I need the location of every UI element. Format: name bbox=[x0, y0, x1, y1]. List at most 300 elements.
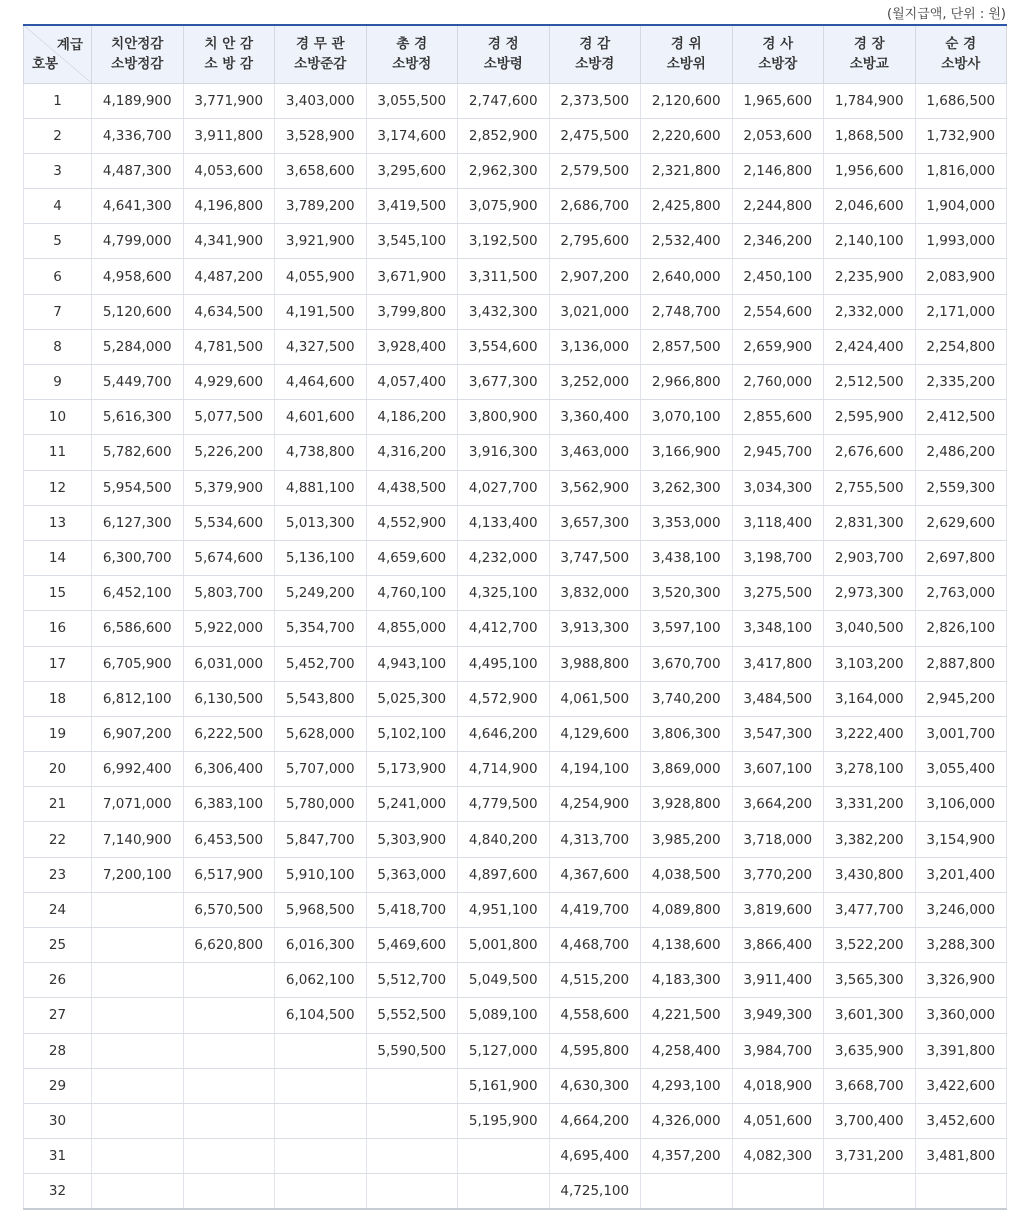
salary-cell: 2,962,300 bbox=[458, 153, 550, 188]
column-header bbox=[275, 25, 367, 83]
salary-cell bbox=[275, 1103, 367, 1138]
salary-table bbox=[23, 24, 1007, 1210]
salary-cell: 4,258,400 bbox=[641, 1033, 733, 1068]
salary-cell: 5,543,800 bbox=[275, 681, 367, 716]
salary-cell: 5,102,100 bbox=[366, 716, 458, 751]
salary-cell: 3,192,500 bbox=[458, 224, 550, 259]
salary-cell: 2,945,200 bbox=[915, 681, 1007, 716]
salary-cell: 2,831,300 bbox=[824, 505, 916, 540]
salary-cell bbox=[366, 1139, 458, 1174]
salary-cell: 5,452,700 bbox=[275, 646, 367, 681]
step-cell: 26 bbox=[24, 963, 92, 998]
salary-cell: 4,316,200 bbox=[366, 435, 458, 470]
salary-cell: 3,331,200 bbox=[824, 787, 916, 822]
column-header bbox=[366, 25, 458, 83]
table-row bbox=[24, 963, 1007, 998]
step-cell: 19 bbox=[24, 716, 92, 751]
salary-cell: 6,452,100 bbox=[92, 576, 184, 611]
step-cell: 30 bbox=[24, 1103, 92, 1138]
salary-cell: 5,354,700 bbox=[275, 611, 367, 646]
salary-cell: 6,453,500 bbox=[183, 822, 275, 857]
column-header bbox=[549, 25, 641, 83]
column-header-police-rank: 치 안 감 bbox=[204, 36, 254, 53]
table-row bbox=[24, 294, 1007, 329]
salary-cell: 5,449,700 bbox=[92, 365, 184, 400]
salary-cell: 3,677,300 bbox=[458, 365, 550, 400]
salary-cell: 3,771,900 bbox=[183, 83, 275, 118]
salary-cell: 6,130,500 bbox=[183, 681, 275, 716]
table-row bbox=[24, 329, 1007, 364]
salary-cell: 3,262,300 bbox=[641, 470, 733, 505]
salary-cell: 3,164,000 bbox=[824, 681, 916, 716]
column-header-fire-rank: 소방경 bbox=[575, 56, 615, 73]
step-cell: 29 bbox=[24, 1068, 92, 1103]
salary-cell: 3,554,600 bbox=[458, 329, 550, 364]
salary-cell: 2,053,600 bbox=[732, 118, 824, 153]
salary-cell: 3,819,600 bbox=[732, 892, 824, 927]
salary-cell: 1,868,500 bbox=[824, 118, 916, 153]
salary-cell: 4,053,600 bbox=[183, 153, 275, 188]
salary-cell: 5,001,800 bbox=[458, 928, 550, 963]
step-cell: 18 bbox=[24, 681, 92, 716]
table-row bbox=[24, 892, 1007, 927]
salary-cell: 4,061,500 bbox=[549, 681, 641, 716]
salary-cell: 6,570,500 bbox=[183, 892, 275, 927]
salary-cell: 3,326,900 bbox=[915, 963, 1007, 998]
salary-cell bbox=[458, 1139, 550, 1174]
salary-cell: 6,062,100 bbox=[275, 963, 367, 998]
salary-cell: 5,552,500 bbox=[366, 998, 458, 1033]
salary-cell: 6,016,300 bbox=[275, 928, 367, 963]
salary-cell: 3,984,700 bbox=[732, 1033, 824, 1068]
salary-cell: 2,697,800 bbox=[915, 540, 1007, 575]
salary-cell: 3,985,200 bbox=[641, 822, 733, 857]
salary-cell: 1,904,000 bbox=[915, 189, 1007, 224]
step-cell: 16 bbox=[24, 611, 92, 646]
salary-cell: 3,055,400 bbox=[915, 752, 1007, 787]
salary-cell: 3,166,900 bbox=[641, 435, 733, 470]
step-cell: 7 bbox=[24, 294, 92, 329]
salary-cell: 4,855,000 bbox=[366, 611, 458, 646]
salary-cell bbox=[92, 963, 184, 998]
table-body bbox=[24, 83, 1007, 1209]
column-header bbox=[824, 25, 916, 83]
salary-cell: 2,852,900 bbox=[458, 118, 550, 153]
column-header-fire-rank: 소방정 bbox=[392, 56, 432, 73]
salary-cell: 4,254,900 bbox=[549, 787, 641, 822]
salary-cell: 3,913,300 bbox=[549, 611, 641, 646]
salary-cell: 2,424,400 bbox=[824, 329, 916, 364]
salary-cell: 3,477,700 bbox=[824, 892, 916, 927]
table-row bbox=[24, 787, 1007, 822]
salary-cell: 2,559,300 bbox=[915, 470, 1007, 505]
salary-cell: 3,522,200 bbox=[824, 928, 916, 963]
salary-cell: 2,171,000 bbox=[915, 294, 1007, 329]
column-header-police-rank: 경 정 bbox=[487, 36, 519, 53]
salary-cell: 5,025,300 bbox=[366, 681, 458, 716]
salary-cell: 1,732,900 bbox=[915, 118, 1007, 153]
salary-cell: 4,646,200 bbox=[458, 716, 550, 751]
step-cell: 27 bbox=[24, 998, 92, 1033]
salary-cell: 3,040,500 bbox=[824, 611, 916, 646]
table-row bbox=[24, 224, 1007, 259]
salary-cell: 4,232,000 bbox=[458, 540, 550, 575]
salary-cell: 4,221,500 bbox=[641, 998, 733, 1033]
salary-cell: 1,686,500 bbox=[915, 83, 1007, 118]
salary-cell: 4,958,600 bbox=[92, 259, 184, 294]
salary-cell: 3,070,100 bbox=[641, 400, 733, 435]
step-cell: 17 bbox=[24, 646, 92, 681]
table-row bbox=[24, 365, 1007, 400]
salary-cell: 4,293,100 bbox=[641, 1068, 733, 1103]
salary-cell: 5,195,900 bbox=[458, 1103, 550, 1138]
column-header-fire-rank: 소방정감 bbox=[111, 56, 164, 73]
salary-cell: 6,586,600 bbox=[92, 611, 184, 646]
salary-cell: 5,241,000 bbox=[366, 787, 458, 822]
salary-cell: 3,740,200 bbox=[641, 681, 733, 716]
salary-cell: 6,992,400 bbox=[92, 752, 184, 787]
salary-cell: 5,512,700 bbox=[366, 963, 458, 998]
salary-cell: 4,341,900 bbox=[183, 224, 275, 259]
salary-cell: 3,055,500 bbox=[366, 83, 458, 118]
salary-cell bbox=[824, 1174, 916, 1209]
salary-cell: 2,595,900 bbox=[824, 400, 916, 435]
salary-cell: 7,200,100 bbox=[92, 857, 184, 892]
salary-cell: 6,222,500 bbox=[183, 716, 275, 751]
salary-cell: 4,487,200 bbox=[183, 259, 275, 294]
salary-cell: 3,463,000 bbox=[549, 435, 641, 470]
salary-cell: 3,021,000 bbox=[549, 294, 641, 329]
salary-cell: 2,235,900 bbox=[824, 259, 916, 294]
column-header-police-rank: 경 위 bbox=[670, 36, 702, 53]
salary-cell: 4,943,100 bbox=[366, 646, 458, 681]
table-row bbox=[24, 1033, 1007, 1068]
salary-cell: 4,138,600 bbox=[641, 928, 733, 963]
salary-cell bbox=[275, 1174, 367, 1209]
salary-cell: 3,075,900 bbox=[458, 189, 550, 224]
table-row bbox=[24, 716, 1007, 751]
salary-cell bbox=[183, 1068, 275, 1103]
salary-cell: 3,430,800 bbox=[824, 857, 916, 892]
salary-cell: 4,089,800 bbox=[641, 892, 733, 927]
salary-cell: 3,001,700 bbox=[915, 716, 1007, 751]
salary-cell: 1,816,000 bbox=[915, 153, 1007, 188]
salary-cell: 4,327,500 bbox=[275, 329, 367, 364]
corner-header bbox=[24, 25, 92, 83]
salary-cell: 3,601,300 bbox=[824, 998, 916, 1033]
salary-cell bbox=[275, 1139, 367, 1174]
salary-cell: 5,226,200 bbox=[183, 435, 275, 470]
salary-cell: 2,321,800 bbox=[641, 153, 733, 188]
salary-cell: 7,071,000 bbox=[92, 787, 184, 822]
table-row bbox=[24, 540, 1007, 575]
salary-cell: 6,300,700 bbox=[92, 540, 184, 575]
step-cell: 21 bbox=[24, 787, 92, 822]
table-row bbox=[24, 1174, 1007, 1209]
table-row bbox=[24, 857, 1007, 892]
salary-cell: 2,755,500 bbox=[824, 470, 916, 505]
salary-cell: 1,784,900 bbox=[824, 83, 916, 118]
salary-cell: 5,161,900 bbox=[458, 1068, 550, 1103]
salary-cell: 3,635,900 bbox=[824, 1033, 916, 1068]
salary-cell: 5,910,100 bbox=[275, 857, 367, 892]
salary-cell: 4,558,600 bbox=[549, 998, 641, 1033]
salary-cell: 4,695,400 bbox=[549, 1139, 641, 1174]
salary-cell: 4,464,600 bbox=[275, 365, 367, 400]
salary-cell: 2,412,500 bbox=[915, 400, 1007, 435]
salary-cell: 6,812,100 bbox=[92, 681, 184, 716]
salary-cell: 2,640,000 bbox=[641, 259, 733, 294]
table-row bbox=[24, 928, 1007, 963]
column-header-fire-rank: 소방장 bbox=[758, 56, 798, 73]
salary-cell: 4,189,900 bbox=[92, 83, 184, 118]
salary-cell: 5,534,600 bbox=[183, 505, 275, 540]
column-header-fire-rank: 소방령 bbox=[483, 56, 523, 73]
step-cell: 9 bbox=[24, 365, 92, 400]
step-cell: 24 bbox=[24, 892, 92, 927]
salary-cell: 3,806,300 bbox=[641, 716, 733, 751]
salary-cell bbox=[366, 1068, 458, 1103]
salary-cell: 3,869,000 bbox=[641, 752, 733, 787]
salary-cell: 4,191,500 bbox=[275, 294, 367, 329]
table-row bbox=[24, 435, 1007, 470]
corner-rank-label: 계급 bbox=[56, 37, 83, 53]
salary-cell: 2,146,800 bbox=[732, 153, 824, 188]
salary-cell: 4,196,800 bbox=[183, 189, 275, 224]
salary-cell: 3,252,000 bbox=[549, 365, 641, 400]
salary-cell: 3,799,800 bbox=[366, 294, 458, 329]
step-cell: 10 bbox=[24, 400, 92, 435]
salary-cell: 5,803,700 bbox=[183, 576, 275, 611]
salary-cell: 4,929,600 bbox=[183, 365, 275, 400]
step-cell: 11 bbox=[24, 435, 92, 470]
salary-cell: 2,335,200 bbox=[915, 365, 1007, 400]
salary-cell: 3,562,900 bbox=[549, 470, 641, 505]
salary-cell: 2,532,400 bbox=[641, 224, 733, 259]
step-cell: 22 bbox=[24, 822, 92, 857]
salary-cell: 4,630,300 bbox=[549, 1068, 641, 1103]
salary-cell: 4,367,600 bbox=[549, 857, 641, 892]
step-cell: 14 bbox=[24, 540, 92, 575]
salary-cell: 2,046,600 bbox=[824, 189, 916, 224]
column-header bbox=[183, 25, 275, 83]
salary-cell: 3,174,600 bbox=[366, 118, 458, 153]
salary-cell: 4,082,300 bbox=[732, 1139, 824, 1174]
salary-cell bbox=[366, 1174, 458, 1209]
salary-cell: 2,140,100 bbox=[824, 224, 916, 259]
table-row bbox=[24, 259, 1007, 294]
salary-cell: 3,747,500 bbox=[549, 540, 641, 575]
step-cell: 31 bbox=[24, 1139, 92, 1174]
salary-cell: 6,127,300 bbox=[92, 505, 184, 540]
column-header-fire-rank: 소방사 bbox=[941, 56, 981, 73]
salary-cell: 4,051,600 bbox=[732, 1103, 824, 1138]
salary-cell bbox=[92, 998, 184, 1033]
salary-cell: 2,887,800 bbox=[915, 646, 1007, 681]
step-cell: 28 bbox=[24, 1033, 92, 1068]
salary-cell: 4,840,200 bbox=[458, 822, 550, 857]
table-row bbox=[24, 611, 1007, 646]
salary-cell: 3,136,000 bbox=[549, 329, 641, 364]
salary-cell: 5,249,200 bbox=[275, 576, 367, 611]
salary-cell: 4,725,100 bbox=[549, 1174, 641, 1209]
column-header-fire-rank: 소방위 bbox=[666, 56, 706, 73]
salary-cell: 3,360,400 bbox=[549, 400, 641, 435]
salary-cell: 2,760,000 bbox=[732, 365, 824, 400]
table-row bbox=[24, 646, 1007, 681]
salary-cell: 6,705,900 bbox=[92, 646, 184, 681]
table-row bbox=[24, 505, 1007, 540]
table-header bbox=[24, 25, 1007, 83]
salary-cell: 3,928,800 bbox=[641, 787, 733, 822]
salary-cell: 6,383,100 bbox=[183, 787, 275, 822]
salary-cell: 4,641,300 bbox=[92, 189, 184, 224]
salary-cell bbox=[183, 1033, 275, 1068]
table-row bbox=[24, 1103, 1007, 1138]
column-header-police-rank: 경 장 bbox=[853, 36, 885, 53]
salary-cell: 2,512,500 bbox=[824, 365, 916, 400]
salary-cell: 6,031,000 bbox=[183, 646, 275, 681]
salary-cell: 3,106,000 bbox=[915, 787, 1007, 822]
salary-cell: 4,057,400 bbox=[366, 365, 458, 400]
salary-cell: 3,671,900 bbox=[366, 259, 458, 294]
salary-cell: 4,601,600 bbox=[275, 400, 367, 435]
step-cell: 8 bbox=[24, 329, 92, 364]
column-header bbox=[458, 25, 550, 83]
step-cell: 3 bbox=[24, 153, 92, 188]
salary-cell: 4,487,300 bbox=[92, 153, 184, 188]
salary-cell: 3,731,200 bbox=[824, 1139, 916, 1174]
salary-cell: 6,620,800 bbox=[183, 928, 275, 963]
column-header bbox=[92, 25, 184, 83]
table-row bbox=[24, 470, 1007, 505]
salary-cell: 4,326,000 bbox=[641, 1103, 733, 1138]
salary-cell: 6,517,900 bbox=[183, 857, 275, 892]
salary-cell: 3,034,300 bbox=[732, 470, 824, 505]
salary-cell: 5,780,000 bbox=[275, 787, 367, 822]
column-header-police-rank: 총 경 bbox=[396, 36, 428, 53]
step-cell: 23 bbox=[24, 857, 92, 892]
salary-cell: 4,357,200 bbox=[641, 1139, 733, 1174]
table-row bbox=[24, 1068, 1007, 1103]
table-row bbox=[24, 189, 1007, 224]
salary-cell: 3,432,300 bbox=[458, 294, 550, 329]
salary-cell: 2,973,300 bbox=[824, 576, 916, 611]
step-cell: 32 bbox=[24, 1174, 92, 1209]
salary-cell: 5,379,900 bbox=[183, 470, 275, 505]
salary-cell: 4,038,500 bbox=[641, 857, 733, 892]
salary-cell: 3,700,400 bbox=[824, 1103, 916, 1138]
salary-cell: 2,855,600 bbox=[732, 400, 824, 435]
salary-cell: 3,275,500 bbox=[732, 576, 824, 611]
salary-cell: 3,770,200 bbox=[732, 857, 824, 892]
salary-cell: 2,826,100 bbox=[915, 611, 1007, 646]
salary-cell: 3,911,800 bbox=[183, 118, 275, 153]
step-cell: 4 bbox=[24, 189, 92, 224]
salary-cell bbox=[92, 1174, 184, 1209]
salary-cell: 4,438,500 bbox=[366, 470, 458, 505]
salary-cell: 4,781,500 bbox=[183, 329, 275, 364]
table-row bbox=[24, 998, 1007, 1033]
salary-cell: 4,336,700 bbox=[92, 118, 184, 153]
salary-cell: 6,907,200 bbox=[92, 716, 184, 751]
salary-cell: 2,254,800 bbox=[915, 329, 1007, 364]
salary-cell: 5,968,500 bbox=[275, 892, 367, 927]
salary-cell: 3,916,300 bbox=[458, 435, 550, 470]
step-cell: 1 bbox=[24, 83, 92, 118]
column-header-police-rank: 경 감 bbox=[579, 36, 611, 53]
salary-cell: 3,718,000 bbox=[732, 822, 824, 857]
salary-cell: 4,799,000 bbox=[92, 224, 184, 259]
salary-cell: 3,353,000 bbox=[641, 505, 733, 540]
salary-cell bbox=[458, 1174, 550, 1209]
salary-cell: 2,244,800 bbox=[732, 189, 824, 224]
salary-cell: 3,201,400 bbox=[915, 857, 1007, 892]
step-cell: 20 bbox=[24, 752, 92, 787]
salary-cell: 3,658,600 bbox=[275, 153, 367, 188]
salary-cell: 2,450,100 bbox=[732, 259, 824, 294]
salary-cell: 3,607,100 bbox=[732, 752, 824, 787]
salary-cell: 3,391,800 bbox=[915, 1033, 1007, 1068]
salary-cell: 5,782,600 bbox=[92, 435, 184, 470]
salary-cell: 2,686,700 bbox=[549, 189, 641, 224]
salary-cell: 3,545,100 bbox=[366, 224, 458, 259]
salary-cell: 3,103,200 bbox=[824, 646, 916, 681]
salary-cell: 4,595,800 bbox=[549, 1033, 641, 1068]
salary-cell: 2,579,500 bbox=[549, 153, 641, 188]
salary-cell: 3,800,900 bbox=[458, 400, 550, 435]
salary-cell: 2,120,600 bbox=[641, 83, 733, 118]
salary-cell: 3,222,400 bbox=[824, 716, 916, 751]
table-row bbox=[24, 83, 1007, 118]
salary-cell bbox=[183, 998, 275, 1033]
salary-cell: 2,486,200 bbox=[915, 435, 1007, 470]
salary-cell bbox=[92, 1103, 184, 1138]
column-header-fire-rank: 소방준감 bbox=[294, 56, 347, 73]
salary-cell: 3,246,000 bbox=[915, 892, 1007, 927]
salary-cell: 2,475,500 bbox=[549, 118, 641, 153]
salary-cell: 4,951,100 bbox=[458, 892, 550, 927]
salary-cell: 3,664,200 bbox=[732, 787, 824, 822]
salary-cell: 4,186,200 bbox=[366, 400, 458, 435]
salary-cell: 3,547,300 bbox=[732, 716, 824, 751]
salary-cell: 4,634,500 bbox=[183, 294, 275, 329]
salary-cell: 2,659,900 bbox=[732, 329, 824, 364]
column-header-police-rank: 경 무 관 bbox=[295, 36, 345, 53]
salary-cell: 2,676,600 bbox=[824, 435, 916, 470]
salary-cell: 2,220,600 bbox=[641, 118, 733, 153]
salary-cell: 3,668,700 bbox=[824, 1068, 916, 1103]
salary-cell bbox=[92, 1033, 184, 1068]
column-header bbox=[915, 25, 1007, 83]
salary-cell bbox=[92, 1068, 184, 1103]
header-row bbox=[24, 25, 1007, 83]
salary-cell: 4,515,200 bbox=[549, 963, 641, 998]
table-row bbox=[24, 118, 1007, 153]
salary-cell: 5,127,000 bbox=[458, 1033, 550, 1068]
salary-cell: 4,572,900 bbox=[458, 681, 550, 716]
salary-cell: 2,763,000 bbox=[915, 576, 1007, 611]
salary-cell: 4,133,400 bbox=[458, 505, 550, 540]
salary-cell: 2,966,800 bbox=[641, 365, 733, 400]
salary-cell: 3,949,300 bbox=[732, 998, 824, 1033]
salary-cell bbox=[92, 1139, 184, 1174]
step-cell: 13 bbox=[24, 505, 92, 540]
salary-cell bbox=[915, 1174, 1007, 1209]
salary-cell: 3,484,500 bbox=[732, 681, 824, 716]
unit-note: (월지급액, 단위 : 원) bbox=[887, 7, 1006, 22]
salary-cell: 2,903,700 bbox=[824, 540, 916, 575]
